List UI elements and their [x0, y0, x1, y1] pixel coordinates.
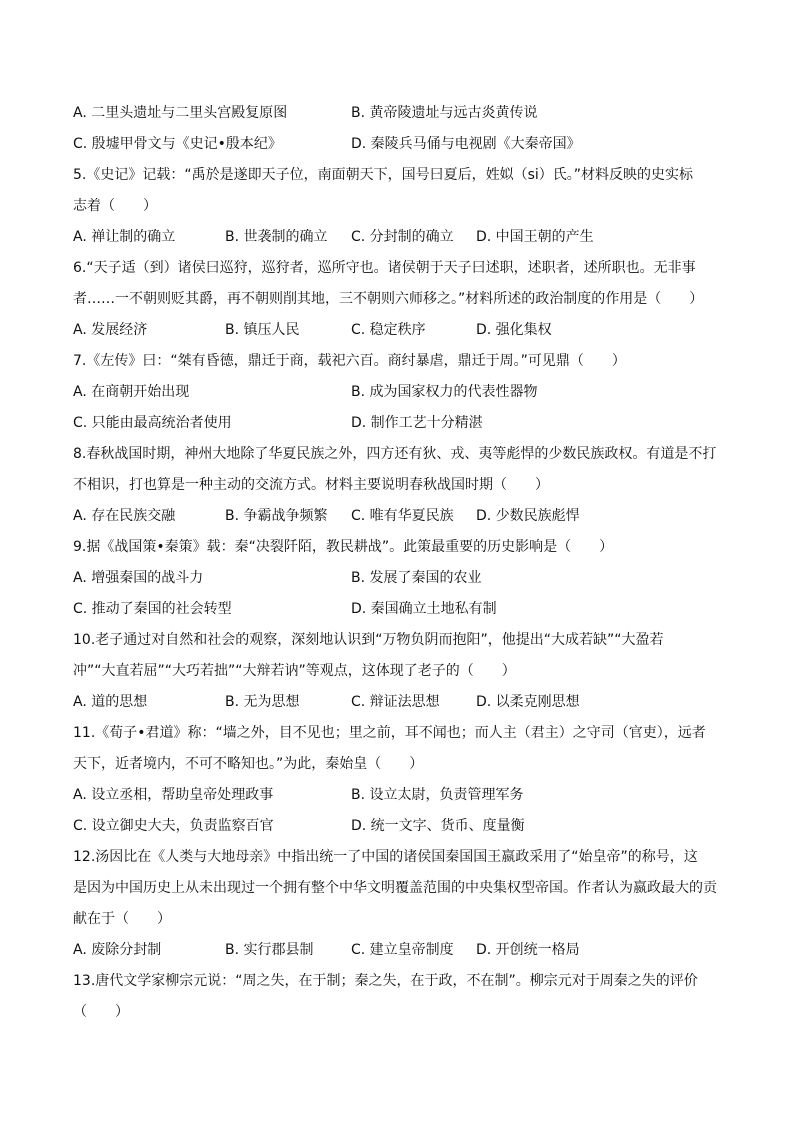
question-stem-line: 冲”“大直若屈”“大巧若拙”“大辩若讷”等观点，这体现了老子的（ ）: [73, 663, 516, 679]
question-stem-line: 11.《荀子•君道》称：“墙之外，目不见也；里之前，耳不闻也；而人主（君主）之守司（官吏），远者: [73, 725, 706, 741]
question-stem-line: 不相识，打也算是一种主动的交流方式。材料主要说明春秋战国时期（ ）: [73, 477, 549, 493]
options-row: [73, 410, 723, 441]
question-stem: [73, 348, 723, 379]
options-row: [73, 503, 723, 534]
question-stem: [73, 844, 723, 937]
answer-option: A. 存在民族交融: [73, 508, 176, 524]
question-stem-line: （ ）: [73, 1004, 129, 1020]
question-stem: [73, 441, 723, 503]
answer-option: A. 道的思想: [73, 694, 148, 710]
answer-option: A. 禅让制的确立: [73, 229, 176, 245]
options-row: [73, 565, 723, 596]
answer-option: C. 设立御史大夫，负责监察百官: [73, 818, 274, 834]
question-stem-line: 者……一不朝则贬其爵，再不朝则削其地，三不朝则六师移之。”材料所述的政治制度的作用是（ ）: [73, 291, 704, 307]
answer-option: A. 二里头遗址与二里头宫殿复原图: [73, 105, 288, 121]
answer-option: B. 成为国家权力的代表性器物: [351, 384, 538, 400]
options-row: [73, 689, 723, 720]
answer-option: B. 发展了秦国的农业: [351, 570, 482, 586]
question-stem: [73, 720, 723, 782]
options-row: [73, 782, 723, 813]
answer-option: D. 少数民族彪悍: [476, 508, 580, 524]
answer-option: D. 秦陵兵马俑与电视剧《大秦帝国》: [351, 136, 581, 152]
options-row: [73, 937, 723, 968]
question-stem-line: 9.据《战国策•秦策》载：秦“决裂阡陌，教民耕战”。此策最重要的历史影响是（ ）: [73, 539, 614, 555]
answer-option: D. 强化集权: [476, 322, 552, 338]
answer-option: C. 只能由最高统治者使用: [73, 415, 232, 431]
answer-option: B. 实行郡县制: [225, 942, 314, 958]
answer-option: B. 设立太尉，负责管理军务: [351, 787, 524, 803]
answer-option: B. 镇压人民: [225, 322, 300, 338]
options-row: [73, 100, 723, 131]
question-stem-line: 献在于（ ）: [73, 911, 171, 927]
question-stem-line: 是因为中国历史上从未出现过一个拥有整个中华文明覆盖范围的中央集权型帝国。作者认为嬴政最大的贡: [73, 880, 717, 896]
answer-option: C. 稳定秩序: [351, 322, 426, 338]
answer-option: D. 制作工艺十分精湛: [351, 415, 483, 431]
answer-option: B. 世袭制的确立: [225, 229, 328, 245]
question-stem-line: 8.春秋战国时期，神州大地除了华夏民族之外，四方还有狄、戎、夷等彪悍的少数民族政权。有道是不打: [73, 446, 717, 462]
question-stem-line: 天下，近者境内，不可不略知也。”为此，秦始皇（ ）: [73, 756, 424, 772]
options-row: [73, 379, 723, 410]
question-stem: [73, 255, 723, 317]
answer-option: C. 唯有华夏民族: [351, 508, 454, 524]
answer-option: C. 辩证法思想: [351, 694, 440, 710]
question-stem-line: 志着（ ）: [73, 198, 157, 214]
question-stem: [73, 534, 723, 565]
answer-option: C. 殷墟甲骨文与《史记•殷本纪》: [73, 136, 282, 152]
question-stem-line: 10.老子通过对自然和社会的观察，深刻地认识到“万物负阴而抱阳”，他提出“大成若缺”“大盈若: [73, 632, 664, 648]
answer-option: A. 废除分封制: [73, 942, 162, 958]
answer-option: A. 增强秦国的战斗力: [73, 570, 204, 586]
options-row: [73, 596, 723, 627]
options-row: [73, 317, 723, 348]
answer-option: C. 推动了秦国的社会转型: [73, 601, 232, 617]
answer-option: C. 建立皇帝制度: [351, 942, 454, 958]
answer-option: D. 以柔克刚思想: [476, 694, 580, 710]
question-stem: [73, 627, 723, 689]
answer-option: A. 发展经济: [73, 322, 148, 338]
question-stem: [73, 162, 723, 224]
question-stem-line: 13.唐代文学家柳宗元说：“周之失，在于制；秦之失，在于政，不在制”。柳宗元对于周秦之失的评价: [73, 973, 698, 989]
exam-page: [73, 100, 723, 1030]
answer-option: A. 设立丞相，帮助皇帝处理政事: [73, 787, 274, 803]
options-row: [73, 131, 723, 162]
answer-option: A. 在商朝开始出现: [73, 384, 190, 400]
answer-option: B. 争霸战争频繁: [225, 508, 328, 524]
answer-option: B. 黄帝陵遗址与远古炎黄传说: [351, 105, 538, 121]
answer-option: D. 统一文字、货币、度量衡: [351, 818, 525, 834]
answer-option: B. 无为思想: [225, 694, 300, 710]
question-stem-line: 12.汤因比在《人类与大地母亲》中指出统一了中国的诸侯国秦国国王嬴政采用了“始皇帝”的称号，这: [73, 849, 698, 865]
answer-option: D. 秦国确立土地私有制: [351, 601, 497, 617]
options-row: [73, 813, 723, 844]
answer-option: D. 开创统一格局: [476, 942, 580, 958]
question-stem: [73, 968, 723, 1030]
question-stem-line: 6.“天子适（到）诸侯曰巡狩，巡狩者，巡所守也。诸侯朝于天子曰述职，述职者，述所职也。无非事: [73, 260, 696, 276]
options-row: [73, 224, 723, 255]
answer-option: D. 中国王朝的产生: [476, 229, 594, 245]
question-stem-line: 5.《史记》记载：“禹於是遂即天子位，南面朝天下，国号曰夏后，姓姒（si）氏。”材料反映的史实标: [73, 167, 694, 183]
answer-option: C. 分封制的确立: [351, 229, 454, 245]
question-stem-line: 7.《左传》曰：“桀有昏德，鼎迁于商，载祀六百。商纣暴虐，鼎迁于周。”可见鼎（ ）: [73, 353, 626, 369]
